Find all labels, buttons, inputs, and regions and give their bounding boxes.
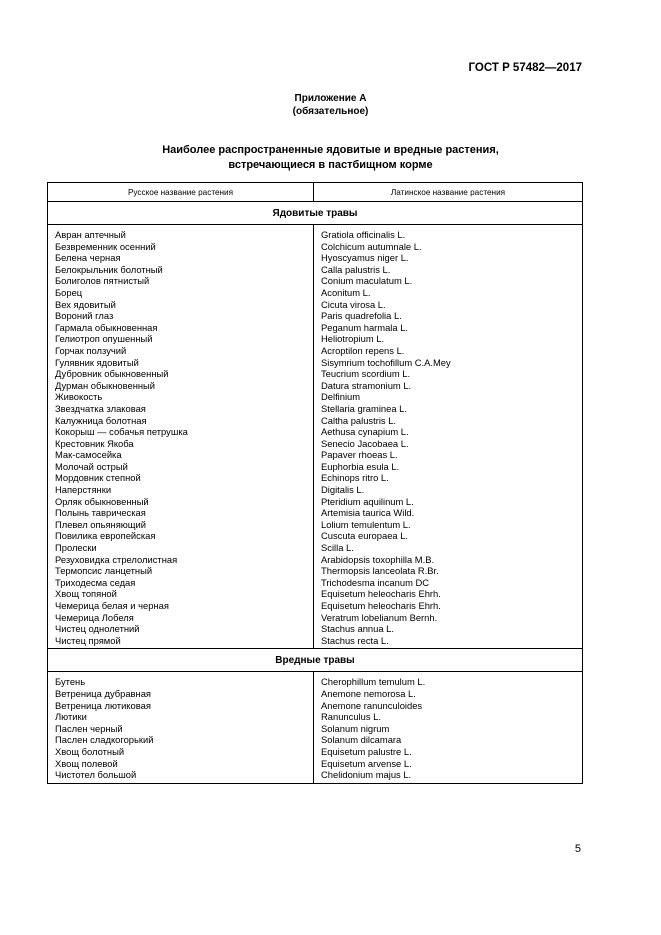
russian-plant-name: Гелиотроп опушенный [55, 333, 153, 345]
russian-plant-name: Калужница болотная [55, 414, 147, 426]
russian-plant-name: Чемерица Лобеля [55, 611, 134, 623]
latin-plant-name: Teucrium scordium L. [321, 368, 411, 380]
table-header-row [48, 183, 583, 202]
russian-plant-name: Ветреница лютиковая [55, 699, 151, 711]
russian-plant-name: Крестовник Якоба [55, 437, 134, 449]
russian-plant-name: Вороний глаз [55, 310, 114, 322]
latin-plant-name: Equisetum heleocharis Ehrh. [321, 588, 441, 600]
russian-plant-name: Болиголов пятнистый [55, 275, 150, 287]
russian-plant-name: Живокость [55, 391, 103, 403]
russian-plant-name: Дурман обыкновенный [55, 379, 156, 391]
russian-plant-name: Хвощ полевой [55, 757, 118, 769]
latin-plant-name: Cicuta virosa L. [321, 298, 386, 310]
russian-plant-name: Хвощ топяной [55, 588, 117, 600]
russian-plant-name: Белена черная [55, 252, 121, 264]
latin-plant-name: Peganum harmala L. [321, 321, 409, 333]
column-header-russian: Русское название растения [48, 183, 314, 202]
latin-plant-name: Euphorbia esula L. [321, 460, 400, 472]
section-title: Вредные травы [48, 649, 583, 672]
latin-plant-name: Aethusa cynapium L. [321, 426, 409, 438]
latin-plant-name: Cuscuta europaea L. [321, 530, 409, 542]
table-body [48, 202, 583, 784]
latin-plant-name: Senecio Jacobaea L. [321, 437, 409, 449]
page-number: 5 [574, 843, 581, 855]
russian-plant-name: Паслен сладкогорький [55, 734, 154, 746]
russian-plant-name: Молочай острый [55, 460, 128, 472]
latin-plant-name: Pteridium aquilinum L. [321, 495, 414, 507]
russian-plant-name: Повилика европейская [55, 530, 156, 542]
russian-plant-name: Триходесма седая [55, 576, 136, 588]
latin-plant-name: Veratrum lobelianum Bernh. [321, 611, 438, 623]
russian-plant-name: Мак-самосейка [55, 449, 122, 461]
latin-plant-name: Sisymrium tochofillum C.A.Mey [321, 356, 451, 368]
section-header-row [48, 649, 583, 672]
latin-plant-name: Conium maculatum L. [321, 275, 413, 287]
latin-plant-name: Hyoscyamus niger L. [321, 252, 409, 264]
latin-plant-name: Stellaria graminea L. [321, 402, 407, 414]
latin-plant-name: Solanum dilcamara [321, 734, 402, 746]
russian-plant-name: Хвощ болотный [55, 745, 125, 757]
russian-plant-name: Горчак ползучий [55, 344, 127, 356]
russian-plant-name: Чистотел большой [55, 769, 137, 781]
latin-plant-name: Heliotropium L. [321, 333, 385, 345]
russian-plant-name: Борец [55, 286, 83, 298]
latin-plant-name: Gratiola officinalis L. [321, 229, 406, 240]
latin-plant-name: Calla palustris L. [321, 263, 391, 275]
russian-plant-name: Ветреница дубравная [55, 687, 151, 699]
russian-plant-name: Чемерица белая и черная [55, 600, 169, 611]
latin-plant-name: Equisetum heleocharis Ehrh. [321, 600, 441, 611]
russian-plant-name: Термопсис ланцетный [55, 565, 153, 577]
latin-plant-name: Artemisia taurica Wild. [321, 507, 415, 519]
appendix-status: (обязательное) [292, 106, 369, 117]
latin-plant-name: Equisetum arvense L. [321, 757, 412, 769]
latin-plant-name: Colchicum autumnale L. [321, 240, 422, 252]
russian-plant-name: Белокрыльник болотный [55, 263, 163, 275]
russian-plant-name: Лютики [55, 711, 87, 723]
latin-plant-name: Anemone nemorosa L. [321, 687, 416, 699]
russian-names-cell [48, 225, 314, 649]
section-header-row [48, 202, 583, 225]
russian-plant-name: Авран аптечный [55, 229, 126, 240]
russian-plant-name: Резуховидка стрелолистная [55, 553, 178, 565]
section-list-row [48, 225, 583, 649]
latin-plant-name: Scilla L. [321, 542, 354, 554]
appendix-title: Приложение А [294, 93, 367, 104]
russian-plant-name: Чистец однолетний [55, 623, 140, 635]
latin-plant-name: Caltha palustris L. [321, 414, 397, 426]
latin-plant-name: Aconitum L. [321, 286, 371, 298]
russian-plant-name: Кокорыш — собачья петрушка [55, 426, 188, 438]
latin-plant-name: Cherophillum temulum L. [321, 676, 426, 688]
russian-plant-name: Пролески [55, 542, 97, 554]
latin-plant-name: Echinops ritro L. [321, 472, 389, 484]
latin-plant-name: Papaver rhoeas L. [321, 449, 398, 461]
russian-plant-name: Полынь таврическая [55, 507, 146, 519]
latin-plant-name: Solanum nigrum [321, 722, 390, 734]
section-list-row [48, 672, 583, 783]
latin-plant-name: Trichodesma incanum DC [321, 576, 430, 588]
latin-plant-name: Digitalis L. [321, 484, 365, 496]
latin-plant-name: Paris quadrefolia L. [321, 310, 402, 322]
section-title: Ядовитые травы [48, 202, 583, 225]
latin-names-cell [314, 672, 583, 783]
russian-plant-name: Мордовник степной [55, 472, 141, 484]
russian-plant-name: Гармала обыкновенная [55, 321, 158, 333]
russian-plant-name: Орляк обыкновенный [55, 495, 149, 507]
russian-plant-name: Гулявник ядовитый [55, 356, 139, 368]
russian-plant-name: Паслен черный [55, 722, 123, 734]
appendix-label [0, 92, 661, 118]
page-title [0, 143, 661, 172]
latin-plant-name: Anemone ranunculoides [321, 699, 423, 711]
latin-plant-name: Thermopsis lanceolata R.Br. [321, 565, 439, 577]
russian-plant-name: Звездчатка злаковая [55, 402, 146, 414]
russian-plant-name: Безвременник осенний [55, 240, 156, 252]
russian-plant-name: Наперстянки [55, 484, 112, 496]
latin-plant-name: Delfinium [321, 391, 361, 403]
latin-names-cell [314, 225, 583, 649]
latin-plant-name: Chelidonium majus L. [321, 769, 412, 781]
russian-plant-name: Бутень [55, 676, 86, 688]
russian-plant-name: Вех ядовитый [55, 298, 116, 310]
latin-plant-name: Stachus recta L. [321, 634, 389, 646]
latin-plant-name: Ranunculus L. [321, 711, 381, 723]
latin-plant-name: Stachus annua L. [321, 623, 394, 635]
latin-plant-name: Arabidopsis toxophilla M.B. [321, 553, 435, 565]
russian-names-cell [48, 672, 314, 783]
page-title-line-1: Наиболее распространенные ядовитые и вредные растения, [162, 144, 499, 156]
latin-plant-name: Equisetum palustre L. [321, 745, 412, 757]
document-code: ГОСТ Р 57482—2017 [468, 62, 582, 74]
latin-plant-name: Lolium temulentum L. [321, 518, 411, 530]
plants-table [47, 182, 583, 784]
column-header-latin: Латинское название растения [314, 183, 583, 202]
russian-plant-name: Дубровник обыкновенный [55, 368, 169, 380]
page-title-line-2: встречающиеся в пастбищном корме [228, 158, 433, 171]
latin-plant-name: Acroptilon repens L. [321, 344, 405, 356]
russian-plant-name: Чистец прямой [55, 634, 121, 646]
russian-plant-name: Плевел опьяняющий [55, 518, 146, 530]
latin-plant-name: Datura stramonium L. [321, 379, 412, 391]
